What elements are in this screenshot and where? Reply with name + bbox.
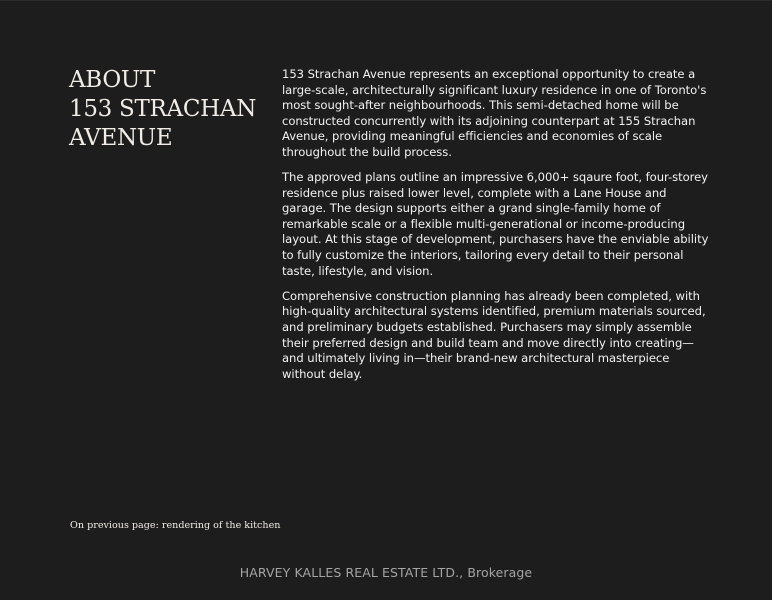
description-paragraph-2: The approved plans outline an impressive 6,000+ sqaure foot, four-storey residence plus raised lower level, complete with a Lane House and garage. The design supports either a grand single-family home of remarkable scale or a flexible multi-generational or income-producing layout. At this stage of development, purchasers have the enviable ability to fully customize the interiors, tailoring every detail to their personal taste, lifestyle, and vision. [282,170,709,278]
page-title-line-3: AVENUE [69,125,173,151]
brokerage-footer: HARVEY KALLES REAL ESTATE LTD., Brokerage [239,565,533,580]
image-caption: On previous page: rendering of the kitchen [70,520,281,531]
page-title-line-2: 153 STRACHAN [69,96,257,122]
description-body [282,67,714,392]
description-paragraph-1: 153 Strachan Avenue represents an exceptional opportunity to create a large-scale, architecturally significant luxury residence in one of Toronto's most sought-after neighbourhoods. This semi-detached home will be constructed concurrently with its adjoining counterpart at 155 Strachan Avenue, providing meaningful efficiencies and economies of scale throughout the build process. [282,67,707,159]
description-paragraph-3: Comprehensive construction planning has already been completed, with high-quality architectural systems identified, premium materials sourced, and preliminary budgets established. Purchasers may simply assemble their preferred design and build team and move directly into creating—and ultimately living in—their brand-new architectural masterpiece without delay. [282,288,706,381]
page-title [69,66,269,153]
top-divider [0,0,772,1]
page-title-line-1: ABOUT [69,67,156,93]
